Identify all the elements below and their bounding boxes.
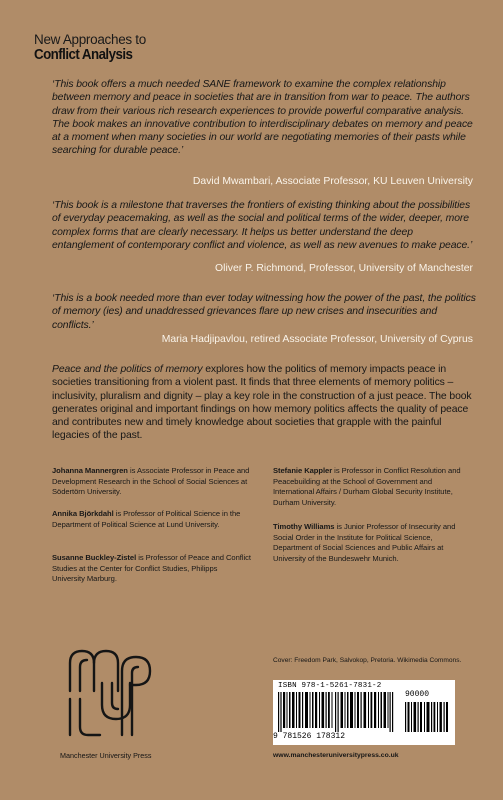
- bio-buckley-zistel: Susanne Buckley-Zistel is Professor of Peace and Conflict Studies at the Center for Conflict Studies, Philipps University Marburg.: [52, 553, 251, 583]
- bio-kappler: Stefanie Kappler is Professor in Conflict Resolution and Peacebuilding at the School of Government and International Affairs / Durham Global Security Institute, Durham University.: [273, 466, 461, 507]
- quote-1: ‘This book offers a much needed SANE framework to examine the complex relationship between memory and peace in societies that are in transition from war to peace. The authors draw from their various rich research experiences to provide powerful comparative analysis. The book makes an innovative contribution to interdisciplinary debates on memory and peace at a moment when many societies in our world are negotiating memories of their pasts while searching for durable peace.’: [52, 79, 473, 157]
- series-line-1: New Approaches to: [34, 32, 146, 47]
- publisher-name: Manchester University Press: [60, 751, 152, 760]
- bio-name: Johanna Mannergren: [52, 466, 128, 475]
- bio-mannergren: Johanna Mannergren is Associate Professor in Peace and Development Research in the School of Social Sciences at Södertörn University.: [52, 466, 250, 496]
- isbn-text: ISBN 978-1-5261-7831-2: [278, 682, 382, 690]
- publisher-url: www.manchesteruniversitypress.co.uk: [273, 752, 399, 759]
- quote-1-attribution: David Mwambari, Associate Professor, KU Leuven University: [192, 176, 473, 187]
- barcode-digits: 9 781526 178312: [273, 732, 346, 741]
- cover-credit: Cover: Freedom Park, Salvokop, Pretoria. Wikimedia Commons.: [273, 657, 462, 664]
- barcode-bars-icon: [278, 692, 400, 732]
- quote-2: ‘This book is a milestone that traverses the frontiers of existing thinking about the possibilities of everyday peacemaking, as well as the social and political terms of the wider, deeper, more complex forms that are clearly necessary. It helps us better understand the deep entanglement of contemporary conflict and violence, as well as new avenues to make peace.’: [52, 200, 473, 251]
- addon-bars-icon: [405, 702, 451, 732]
- bio-name: Stefanie Kappler: [273, 466, 333, 475]
- bio-name: Susanne Buckley-Zistel: [52, 553, 137, 562]
- series-title: [34, 33, 146, 64]
- bio-bjorkdahl: Annika Björkdahl is Professor of Political Science in the Department of Political Science at Lund University.: [52, 509, 241, 529]
- bio-name: Annika Björkdahl: [52, 509, 114, 518]
- quote-3-attribution: Maria Hadjipavlou, retired Associate Professor, University of Cyprus: [161, 334, 473, 345]
- publisher-logo-icon: [56, 643, 164, 743]
- quote-2-attribution: Oliver P. Richmond, Professor, University of Manchester: [215, 263, 473, 274]
- barcode-addon: 90000: [405, 690, 430, 699]
- bio-williams: Timothy Williams is Junior Professor of Insecurity and Social Order in the Institute for Political Science, Department of Social Sciences and Public Affairs at University of the Bundeswehr Munich.: [273, 522, 456, 563]
- series-line-2: Conflict Analysis: [34, 47, 133, 64]
- barcode: [273, 680, 455, 745]
- description-body: explores how the politics of memory impacts peace in societies transitioning from a violent past. It finds that three elements of memory politics – inclusivity, pluralism and dignity – play a key role in the construction of a just peace. The book generates original and important findings on how memory politics affects the quality of peace and contributes new and timely knowledge about societies that grapple with the painful legacies of the past.: [52, 364, 472, 442]
- bio-name: Timothy Williams: [273, 522, 335, 531]
- quote-3: ‘This is a book needed more than ever today witnessing how the power of the past, the politics of memory (ies) and unaddressed grievances flare up new crises and insecurities and conflicts.’: [52, 293, 476, 331]
- book-title: Peace and the politics of memory: [52, 364, 203, 375]
- book-description: [52, 363, 477, 443]
